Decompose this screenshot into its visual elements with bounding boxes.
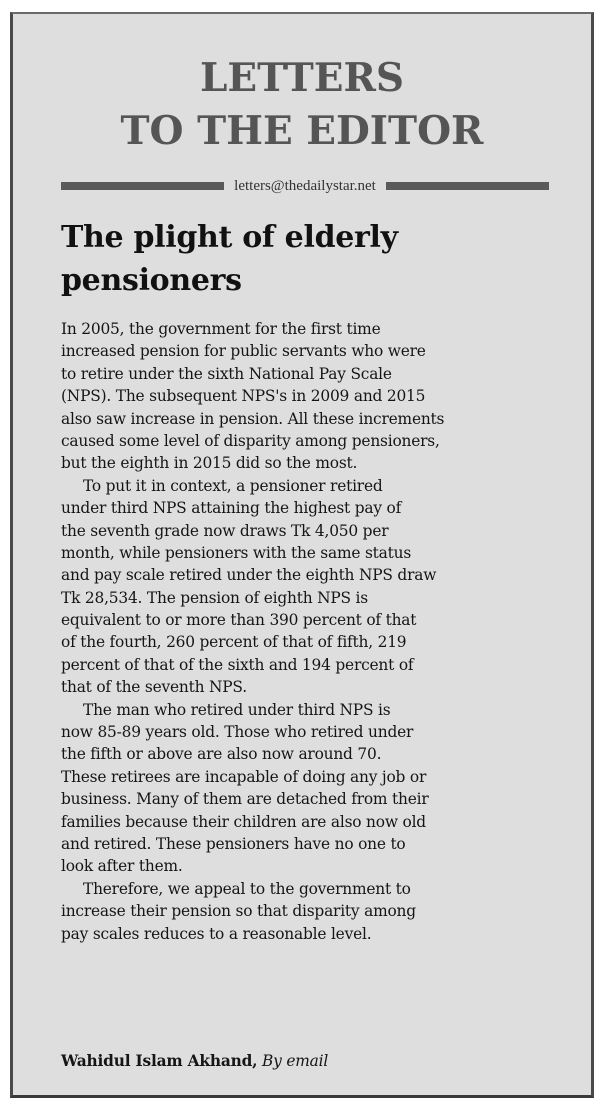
text-line: the fifth or above are also now around 70. xyxy=(61,745,382,764)
paragraph xyxy=(61,878,571,945)
text-line: also saw increase in pension. All these increments xyxy=(61,409,445,428)
text-line: families because their children are also now old xyxy=(61,812,426,831)
right-rule xyxy=(386,182,549,190)
text-line: and pay scale retired under the eighth NPS draw xyxy=(61,566,437,585)
email-banner xyxy=(61,174,549,198)
letter-body xyxy=(61,318,571,945)
letters-clipping xyxy=(10,12,594,1098)
headline-line: pensioners xyxy=(61,263,242,298)
text-line: month, while pensioners with the same status xyxy=(61,543,412,562)
text-line: the seventh grade now draws Tk 4,050 per xyxy=(61,521,389,540)
paragraph xyxy=(61,699,571,878)
letter-headline xyxy=(61,216,581,302)
text-line: and retired. These pensioners have no one to xyxy=(61,834,406,853)
left-rule xyxy=(61,182,224,190)
contact-email: letters@thedailystar.net xyxy=(234,177,376,194)
text-line: percent of that of the sixth and 194 percent of xyxy=(61,655,414,674)
text-line: Therefore, we appeal to the government to xyxy=(83,879,411,898)
text-line: that of the seventh NPS. xyxy=(61,678,247,697)
text-line: Tk 28,534. The pension of eighth NPS is xyxy=(61,588,368,607)
text-line: These retirees are incapable of doing any job or xyxy=(61,767,427,786)
text-line: now 85-89 years old. Those who retired under xyxy=(61,723,414,742)
text-line: to retire under the sixth National Pay Scale xyxy=(61,364,392,383)
headline-line: The plight of elderly xyxy=(61,220,398,255)
text-line: business. Many of them are detached from their xyxy=(61,790,429,809)
section-subtitle: TO THE EDITOR xyxy=(120,108,484,154)
paragraph xyxy=(61,318,571,475)
text-line: of the fourth, 260 percent of that of fifth, 219 xyxy=(61,633,407,652)
paragraph xyxy=(61,475,571,699)
text-line: pay scales reduces to a reasonable level. xyxy=(61,924,372,943)
text-line: look after them. xyxy=(61,857,183,876)
text-line: increased pension for public servants who were xyxy=(61,342,426,361)
text-line: caused some level of disparity among pensioners, xyxy=(61,431,440,450)
text-line: increase their pension so that disparity among xyxy=(61,902,416,921)
text-line: To put it in context, a pensioner retired xyxy=(83,476,383,495)
text-line: (NPS). The subsequent NPS's in 2009 and 2015 xyxy=(61,387,426,406)
author-name: Wahidul Islam Akhand, xyxy=(61,1052,258,1070)
text-line: The man who retired under third NPS is xyxy=(83,700,391,719)
text-line: but the eighth in 2015 did so the most. xyxy=(61,454,358,473)
section-title: LETTERS xyxy=(199,55,405,101)
text-line: under third NPS attaining the highest pay of xyxy=(61,499,402,518)
submission-method: By email xyxy=(262,1052,329,1070)
text-line: In 2005, the government for the first time xyxy=(61,320,381,338)
text-line: equivalent to or more than 390 percent of that xyxy=(61,611,417,630)
signature xyxy=(61,1050,328,1072)
